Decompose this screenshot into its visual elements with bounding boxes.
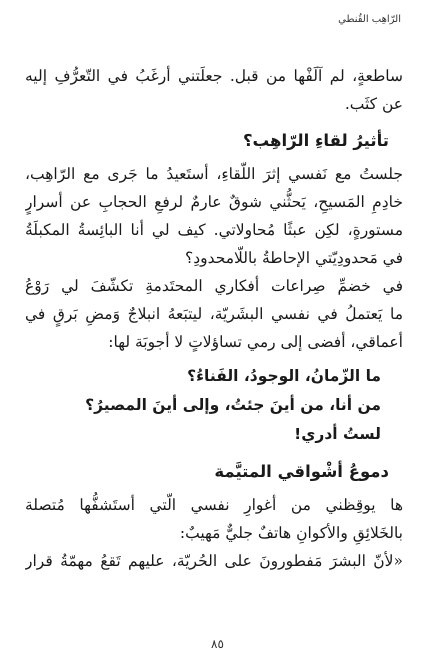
paragraph-4 (25, 491, 403, 575)
text-line: «لأنّ البشرَ مَفطورونَ على الحُريّة، عليهم تَقعُ مهمّةُ قرار (25, 552, 403, 570)
question-line: من أنا، من أينَ جئتُ، وإلى أينَ المصيرُ؟ (85, 396, 381, 414)
text-line: ما يَعتملُ في نفسي البشَريّة، ليتبَعهُ انبلاجٌ وَمضِ بَرقٍ في (25, 305, 403, 323)
questions-block (25, 362, 403, 449)
text-line: في خضمِّ صِراعات أفكاري المحتَدمةِ تكشّفَ لي رَوْعُ (25, 277, 403, 295)
paragraph-1 (25, 62, 403, 118)
text-line: أعماقي، أفضى إلى رمي تساؤلاتٍ لا أجوبَة لها: (108, 333, 403, 351)
page-number: ٨٥ (211, 637, 224, 651)
text-line: جلستُ مع نَفسي إثرَ اللّقاءِ، أستَعيدُ ما جَرى مع الرّاهِب، (25, 165, 403, 183)
running-head: الرّاهِب القُنطي (338, 14, 401, 25)
question-line: ما الزّمانُ، الوجودُ، الفَناءُ؟ (187, 367, 381, 385)
text-line: عن كثَب. (344, 95, 403, 113)
paragraph-2 (25, 160, 403, 272)
text-line: في مَحدودِيّتي الإحاطةُ باللّامحدودِ؟ (184, 249, 403, 267)
text-line: ساطعةٍ، لم آلَفْها من قبل. جعلَتني أرغَبُ في التّعرُّفِ إليه (25, 67, 403, 85)
paragraph-3 (25, 272, 403, 356)
text-line: مستورةٍ، لكِن عبثًا مُحاولاتي. كيف لي أنا البائِسةُ المكبلَةُ (25, 221, 403, 239)
page-body (25, 62, 403, 575)
text-line: ها يوقِظني من أغوارِ نفسي الّتي أستَشفُّها مُتصلة (25, 496, 403, 514)
question-line: لستُ أدري! (294, 425, 381, 443)
section-heading-1: تأثيرُ لقاءِ الرّاهِب؟ (242, 131, 389, 150)
section-heading-2: دموعُ أشْواقي المتيَّمة (214, 462, 389, 481)
text-line: خادِمِ المَسيحِ، يَحثُّني شوقٌ عارمٌ لرفعِ الحجابِ عن أسرارٍ (25, 193, 403, 211)
text-line: بالخَلائِقِ والأكوانِ هاتفٌ جليٌّ مَهيبٌ: (179, 524, 403, 542)
